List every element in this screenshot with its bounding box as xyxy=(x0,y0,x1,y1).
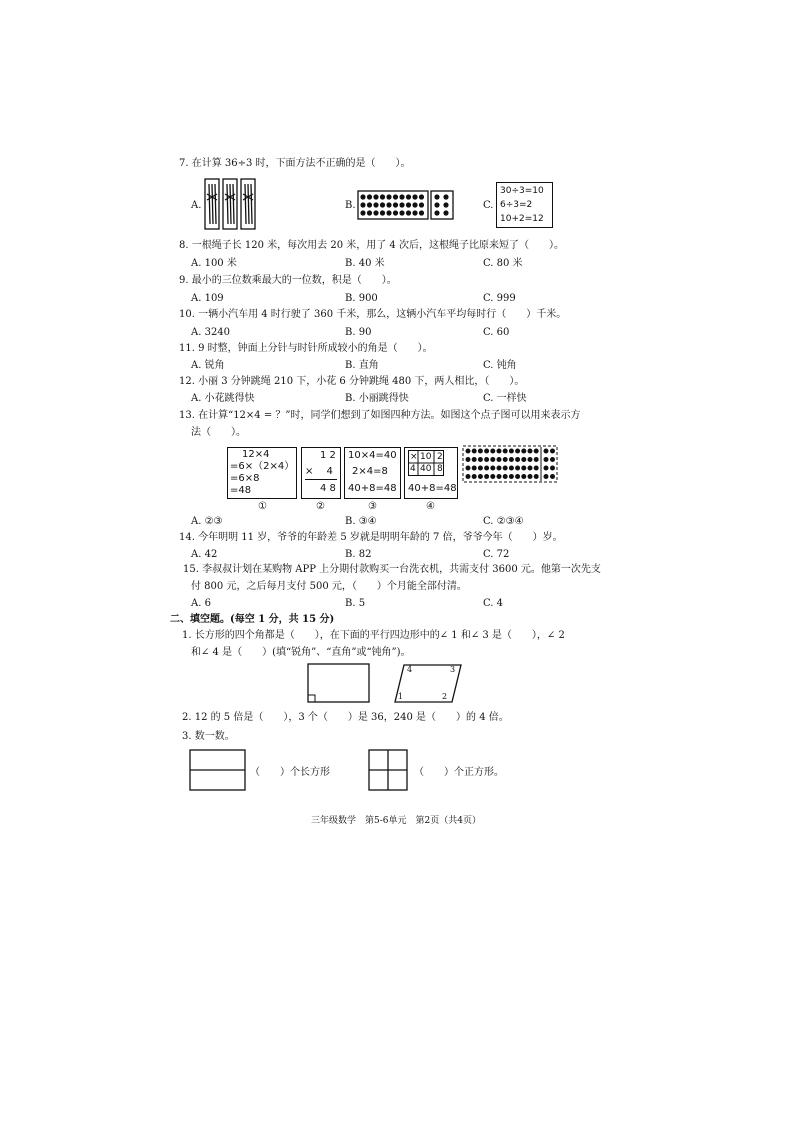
dot xyxy=(515,457,520,462)
q7-stem: 7. 在计算 36÷3 时，下面方法不正确的是（ ）。 xyxy=(179,158,411,169)
q10-stem: 10. 一辆小汽车用 4 时行驶了 360 千米，那么，这辆小汽车平均每时行（ ）千米。 xyxy=(179,309,567,320)
dot xyxy=(544,457,549,462)
q10-option-a: A. 3240 xyxy=(191,327,231,338)
dot xyxy=(503,466,508,471)
q13-method-4 xyxy=(404,447,458,499)
q13-m2-line: × 4 xyxy=(305,466,333,477)
q13-label: ③ xyxy=(368,501,377,512)
dot xyxy=(550,457,555,462)
dot xyxy=(484,466,489,471)
q7-c-line: 6÷3=2 xyxy=(500,200,533,210)
dot xyxy=(406,210,411,215)
q13-m4-cell: 10 xyxy=(420,452,432,462)
dot xyxy=(521,474,526,479)
dot xyxy=(443,194,448,199)
dot xyxy=(472,466,477,471)
dot xyxy=(550,466,555,471)
q15-option-a: A. 6 xyxy=(191,598,211,609)
angle-label: 1 xyxy=(398,692,404,701)
dot xyxy=(528,449,533,454)
dot xyxy=(412,210,417,215)
dot xyxy=(434,194,439,199)
q13-stem-line1: 13. 在计算“12×4 = ？”时，同学们想到了如图四种方法。如图这个点子图可以用来表示方 xyxy=(179,410,581,421)
dot xyxy=(503,449,508,454)
dot xyxy=(399,210,404,215)
q13-m4-cell: 8 xyxy=(437,464,443,474)
q7-option-c-box xyxy=(496,182,553,228)
dot xyxy=(419,194,424,199)
fill-q3-square-answer: （ ）个正方形。 xyxy=(414,767,504,778)
dot xyxy=(509,449,514,454)
q13-method-3 xyxy=(344,447,401,499)
bundle-sticks-icon xyxy=(204,178,258,232)
dot xyxy=(412,194,417,199)
dot xyxy=(515,474,520,479)
dot xyxy=(478,457,483,462)
dot xyxy=(521,449,526,454)
fill-q3: 3. 数一数。 xyxy=(182,731,235,742)
fill-q1-line1: 1. 长方形的四个角都是（ ），在下面的平行四边形中的∠ 1 和∠ 3 是（ ），∠ 2 xyxy=(182,630,565,641)
dot xyxy=(497,466,502,471)
q12-option-b: B. 小丽跳得快 xyxy=(345,393,409,404)
dot xyxy=(515,466,520,471)
q9-option-b: B. 900 xyxy=(345,293,378,304)
dot xyxy=(550,449,555,454)
dot xyxy=(478,474,483,479)
dot xyxy=(367,210,372,215)
dot-array-icon xyxy=(357,190,457,220)
q14-option-b: B. 82 xyxy=(345,549,372,560)
dot xyxy=(534,449,539,454)
dot xyxy=(406,202,411,207)
q13-m4-equation: 40+8=48 xyxy=(408,483,457,494)
q13-m4-cell: 2 xyxy=(437,452,443,462)
dot xyxy=(466,457,471,462)
dot xyxy=(380,194,385,199)
angle-label: 4 xyxy=(407,665,413,674)
dot xyxy=(360,194,365,199)
dot xyxy=(544,466,549,471)
dot xyxy=(393,210,398,215)
q13-label: ④ xyxy=(426,501,435,512)
q13-m3-line: 2×4=8 xyxy=(352,466,388,477)
dot xyxy=(528,474,533,479)
dot xyxy=(419,210,424,215)
q13-m1-line: =6×（2×4） xyxy=(230,461,295,472)
dot xyxy=(399,194,404,199)
dot xyxy=(509,474,514,479)
dot xyxy=(386,202,391,207)
dot xyxy=(478,449,483,454)
q7-option-b-label: B. xyxy=(345,200,356,211)
q13-m4-cell: 40 xyxy=(420,464,432,474)
dot xyxy=(443,210,448,215)
dot xyxy=(472,474,477,479)
fill-q3-rect-answer: （ ）个长方形 xyxy=(250,767,330,778)
q7-c-line: 30÷3=10 xyxy=(500,186,544,196)
dot xyxy=(360,202,365,207)
dot xyxy=(406,194,411,199)
rectangle-figure xyxy=(307,663,371,705)
section-title: 二、填空题。(每空 1 分，共 15 分) xyxy=(170,614,335,625)
dot xyxy=(484,457,489,462)
dot xyxy=(380,202,385,207)
count-rectangles-figure xyxy=(189,749,247,793)
dot xyxy=(503,474,508,479)
q8-option-a: A. 100 米 xyxy=(191,258,237,269)
q13-m4-cell: × xyxy=(410,452,418,462)
count-squares-figure xyxy=(368,749,410,793)
dot xyxy=(472,457,477,462)
q14-stem: 14. 今年明明 11 岁，爷爷的年龄差 5 岁就是明明年龄的 7 倍，爷爷今年（ ）岁。 xyxy=(179,532,563,543)
q13-method-1 xyxy=(227,447,297,499)
q7-option-a-label: A. xyxy=(191,200,202,211)
dot xyxy=(497,474,502,479)
dot xyxy=(509,466,514,471)
dot xyxy=(484,474,489,479)
q11-stem: 11. 9 时整，钟面上分针与时针所成较小的角是（ ）。 xyxy=(179,343,433,354)
q9-stem: 9. 最小的三位数乘最大的一位数，积是（ ）。 xyxy=(179,275,397,286)
dot xyxy=(544,474,549,479)
dot xyxy=(528,466,533,471)
q13-m2-line: 4 8 xyxy=(320,483,336,494)
dot xyxy=(521,466,526,471)
dot xyxy=(534,466,539,471)
q15-option-b: B. 5 xyxy=(345,598,366,609)
q15-stem-line2: 付 800 元，之后每月支付 500 元，（ ）个月能全部付清。 xyxy=(191,581,467,592)
q14-option-c: C. 72 xyxy=(483,549,510,560)
angle-label: 3 xyxy=(450,665,456,674)
dot xyxy=(373,210,378,215)
q8-option-c: C. 80 米 xyxy=(483,258,523,269)
dot xyxy=(360,210,365,215)
dot xyxy=(497,449,502,454)
q7-c-line: 10+2=12 xyxy=(500,214,544,224)
dot xyxy=(443,202,448,207)
q11-option-c: C. 钝角 xyxy=(483,360,517,371)
q13-m1-line: =48 xyxy=(230,485,252,496)
q13-m2-line: 1 2 xyxy=(320,450,336,461)
page-footer: 三年级数学 第5-6单元 第2页（共4页） xyxy=(311,816,481,826)
q7-option-c-label: C. xyxy=(483,200,494,211)
dot xyxy=(528,457,533,462)
q14-option-a: A. 42 xyxy=(191,549,218,560)
dot xyxy=(466,449,471,454)
dot xyxy=(521,457,526,462)
q11-option-a: A. 锐角 xyxy=(191,360,225,371)
q15-stem-line1: 15. 李叔叔计划在某购物 APP 上分期付款购买一台洗衣机，共需支付 3600 元。他第一次先支 xyxy=(183,564,601,575)
dot xyxy=(393,202,398,207)
dot xyxy=(490,457,495,462)
q12-stem: 12. 小丽 3 分钟跳绳 210 下，小花 6 分钟跳绳 480 下，两人相比，（ ）。 xyxy=(179,376,525,387)
dot xyxy=(434,202,439,207)
dot xyxy=(367,202,372,207)
q15-option-c: C. 4 xyxy=(483,598,504,609)
angle-label: 2 xyxy=(442,692,448,701)
q13-option-a: A. ②③ xyxy=(191,516,223,527)
dot xyxy=(490,466,495,471)
dot xyxy=(466,474,471,479)
dot xyxy=(412,202,417,207)
dot-grid-icon xyxy=(462,445,558,483)
dot xyxy=(497,457,502,462)
q13-stem-line2: 法（ ）。 xyxy=(191,427,246,438)
q8-option-b: B. 40 米 xyxy=(345,258,385,269)
q12-option-c: C. 一样快 xyxy=(483,393,527,404)
q13-option-b: B. ③④ xyxy=(345,516,377,527)
dot xyxy=(484,449,489,454)
dot xyxy=(373,194,378,199)
dot xyxy=(419,202,424,207)
dot xyxy=(490,449,495,454)
q10-option-c: C. 60 xyxy=(483,327,510,338)
dot xyxy=(393,194,398,199)
dot xyxy=(466,466,471,471)
dot xyxy=(434,210,439,215)
dot xyxy=(534,474,539,479)
dot xyxy=(386,210,391,215)
q8-stem: 8. 一根绳子长 120 米，每次用去 20 米，用了 4 次后，这根绳子比原来短了（ ）。 xyxy=(179,240,564,251)
q11-option-b: B. 直角 xyxy=(345,360,379,371)
q13-m4-cell: 4 xyxy=(410,464,416,474)
q13-m1-line: =6×8 xyxy=(230,473,260,484)
dot xyxy=(373,202,378,207)
dot xyxy=(534,457,539,462)
dot xyxy=(550,474,555,479)
fill-q1-line2: 和∠ 4 是（ ）(填“锐角”、“直角”或“钝角”)。 xyxy=(191,647,411,658)
q13-label: ② xyxy=(316,501,325,512)
q9-option-a: A. 109 xyxy=(191,293,224,304)
dot xyxy=(367,194,372,199)
q12-option-a: A. 小花跳得快 xyxy=(191,393,255,404)
dot xyxy=(544,449,549,454)
dot xyxy=(509,457,514,462)
dot xyxy=(472,449,477,454)
q13-m3-line: 10×4=40 xyxy=(348,450,397,461)
q13-label: ① xyxy=(258,501,267,512)
q13-method-2 xyxy=(301,447,341,499)
dot xyxy=(478,466,483,471)
dot xyxy=(490,474,495,479)
q9-option-c: C. 999 xyxy=(483,293,516,304)
dot xyxy=(380,210,385,215)
dot xyxy=(399,202,404,207)
q10-option-b: B. 90 xyxy=(345,327,372,338)
dot xyxy=(503,457,508,462)
q13-m3-line: 40+8=48 xyxy=(348,483,397,494)
q13-m1-line: 12×4 xyxy=(242,449,270,460)
dot xyxy=(386,194,391,199)
q13-option-c: C. ②③④ xyxy=(483,516,524,527)
dot xyxy=(515,449,520,454)
fill-q2: 2. 12 的 5 倍是（ ），3 个（ ）是 36，240 是（ ）的 4 倍。 xyxy=(182,712,509,723)
